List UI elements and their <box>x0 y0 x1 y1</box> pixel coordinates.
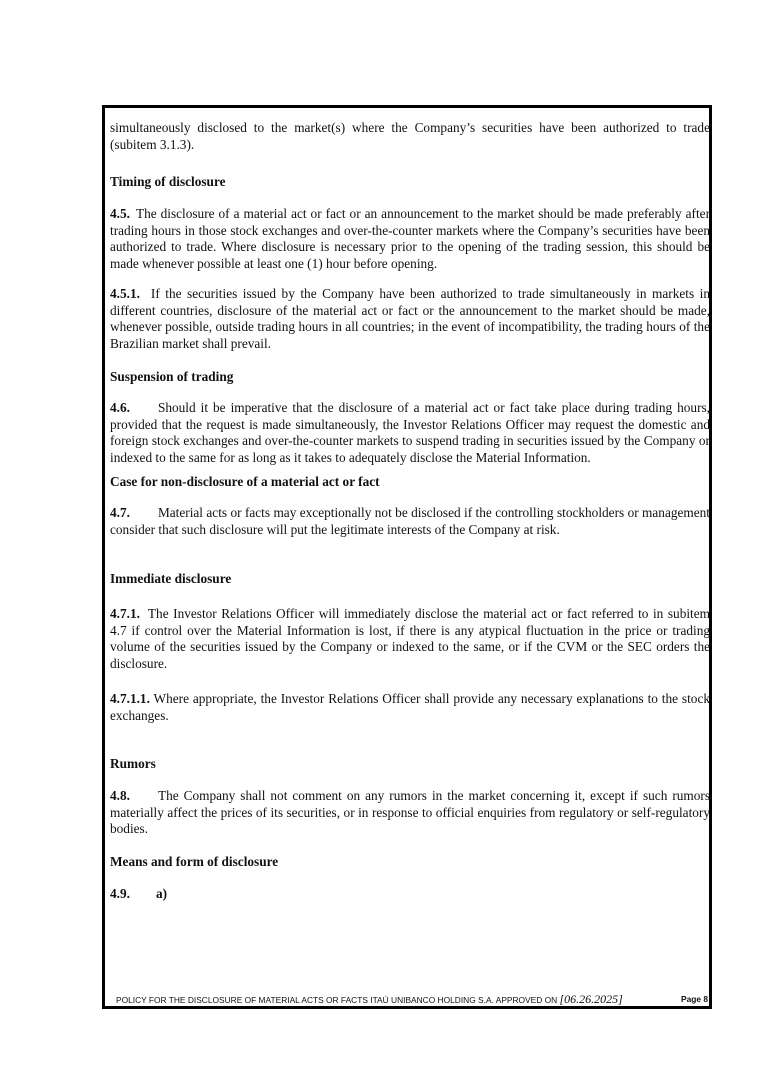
section-4-7-1-1 <box>110 691 710 724</box>
footer-policy-text: POLICY FOR THE DISCLOSURE OF MATERIAL ACTS OR FACTS ITAÚ UNIBANCO HOLDING S.A. APPROVED ON <box>116 995 558 1005</box>
section-4-5-1 <box>110 286 710 352</box>
section-text: The Investor Relations Officer will immediately disclose the material act or fact referred to in subitem 4.7 if control over the Material Information is lost, if there is any atypical fluctuation in the price or trading volume of the securities issued by the Company or indexed to the same, or if the CVM or the SEC orders the disclosure. <box>110 606 710 671</box>
heading-rumors: Rumors <box>110 756 156 771</box>
section-number: 4.7.1.1. <box>110 691 150 706</box>
heading-suspension-of-trading: Suspension of trading <box>110 369 234 384</box>
heading-immediate-disclosure: Immediate disclosure <box>110 571 232 586</box>
heading-case-for-non-disclosure: Case for non-disclosure of a material act or fact <box>110 474 380 489</box>
section-4-8 <box>110 788 710 838</box>
section-number: 4.7. <box>110 505 130 520</box>
section-number: 4.8. <box>110 788 130 803</box>
list-item-marker: a) <box>155 886 168 901</box>
section-number: 4.5.1. <box>110 286 140 301</box>
section-text: Where appropriate, the Investor Relations Officer shall provide any necessary explanations to the stock exchanges. <box>110 691 711 723</box>
section-text: The Company shall not comment on any rumors in the market concerning it, except if such rumors materially affect the prices of its securities, or in response to official enquiries from regulatory or self-regulatory bodies. <box>110 788 710 837</box>
heading-timing-of-disclosure: Timing of disclosure <box>110 174 226 189</box>
section-4-7-1 <box>110 606 710 672</box>
footer-page-number: Page 8 <box>680 994 708 1004</box>
section-4-5 <box>110 206 710 272</box>
paragraph-continued <box>110 120 710 153</box>
section-text: If the securities issued by the Company have been authorized to trade simultaneously in markets in different countries, disclosure of the material act or fact or the announcement to the market should be made, whenever possible, outside trading hours in all countries; in the event of incompatibility, the trading hours of the Brazilian market shall prevail. <box>110 286 710 351</box>
heading-means-and-form-of-disclosure: Means and form of disclosure <box>110 854 279 869</box>
section-number: 4.5. <box>110 206 130 221</box>
section-number: 4.7.1. <box>110 606 140 621</box>
section-4-6 <box>110 400 710 466</box>
section-4-7 <box>110 505 710 538</box>
footer-approval-date: [06.26.2025] <box>559 992 623 1006</box>
page-footer <box>116 993 708 1006</box>
section-text: Should it be imperative that the disclosure of a material act or fact take place during trading hours, provided that the request is made simultaneously, the Investor Relations Officer may request the domestic and foreign stock exchanges and over-the-counter markets to suspend trading in securities issued by the Company or indexed to the same for as long as it takes to adequately disclose the Material Information. <box>110 400 710 465</box>
section-4-9 <box>110 886 710 903</box>
section-number: 4.6. <box>110 400 130 415</box>
section-text: Material acts or facts may exceptionally not be disclosed if the controlling stockholders or management consider that such disclosure will put the legitimate interests of the Company at risk. <box>110 505 710 537</box>
section-text: The disclosure of a material act or fact or an announcement to the market should be made preferably after trading hours in those stock exchanges and over-the-counter markets where the Company’s securities have been authorized to trade. Where disclosure is necessary prior to the opening of the trading session, this should be made whenever possible at least one (1) hour before opening. <box>110 206 710 271</box>
continued-text: simultaneously disclosed to the market(s) where the Company’s securities have been authorized to trade (subitem 3.1.3). <box>110 120 710 152</box>
section-number: 4.9. <box>110 886 130 901</box>
